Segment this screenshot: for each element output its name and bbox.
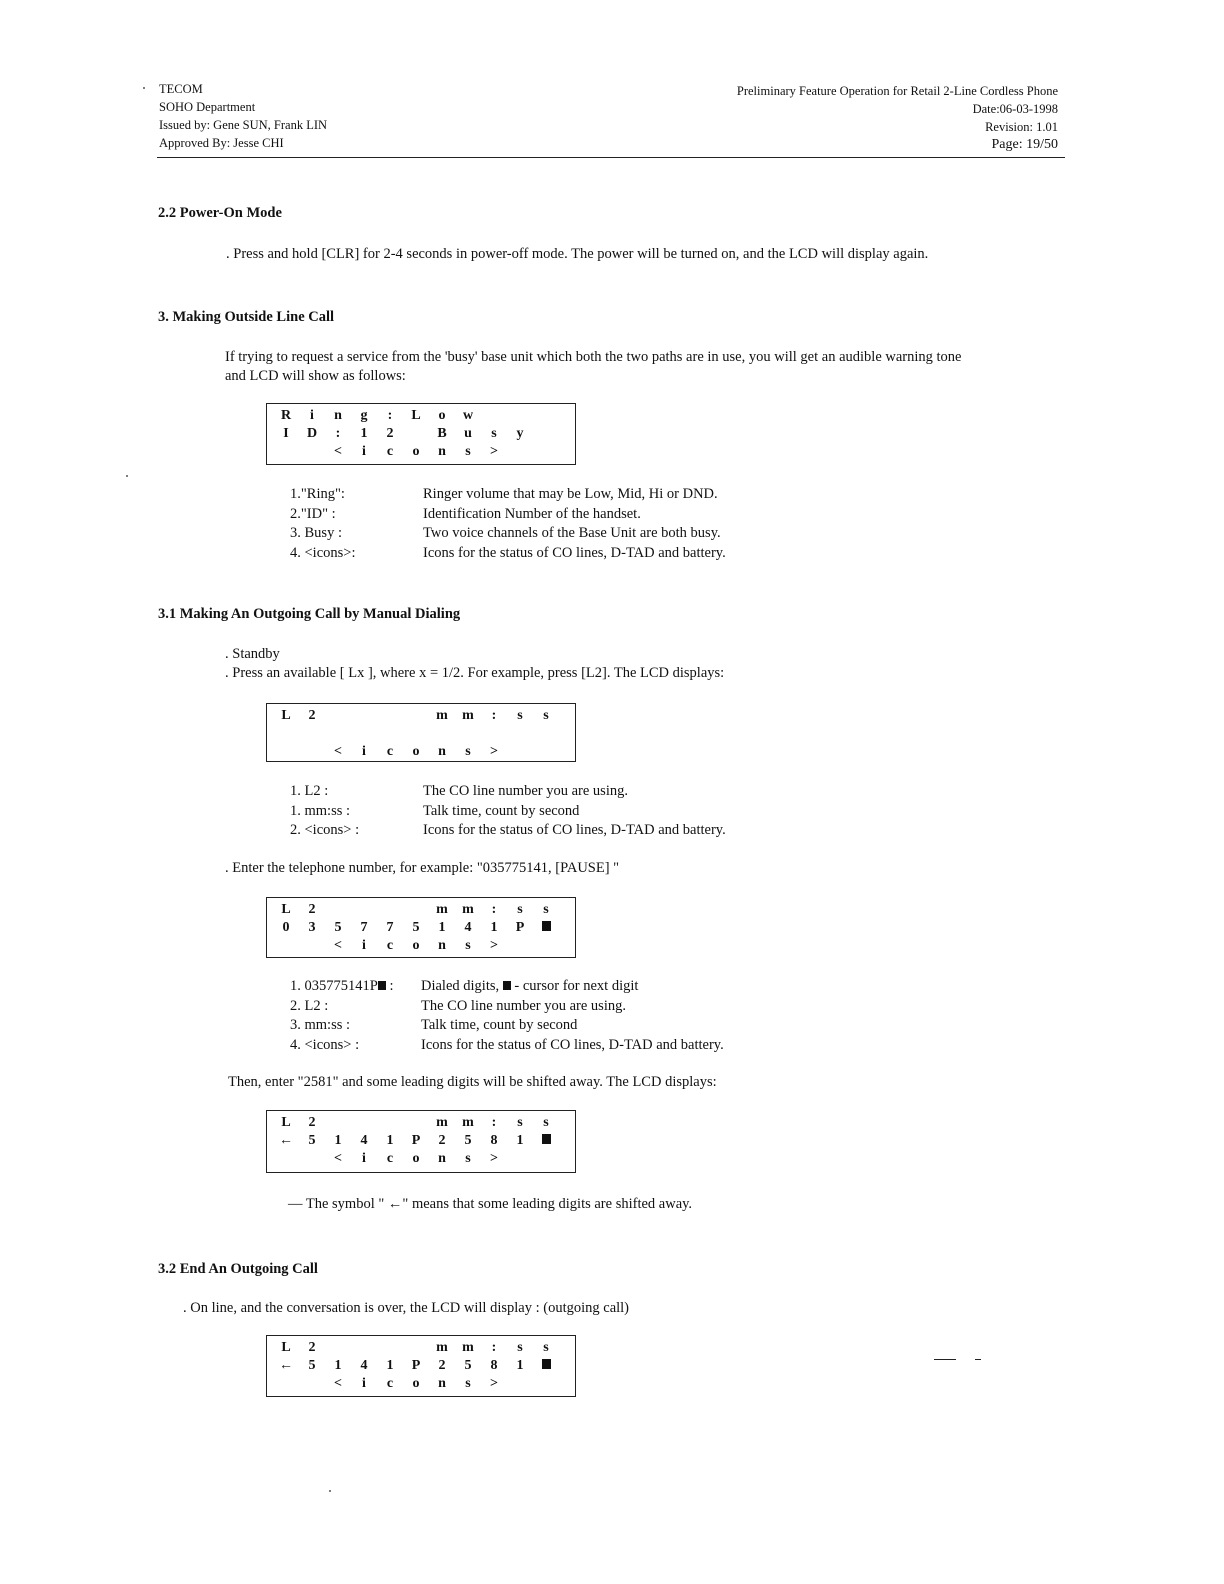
lcd-row-3 [267,443,575,461]
lcd-char: s [465,938,471,953]
lcd-row-3 [267,743,575,761]
lcd-char: 1 [438,920,446,935]
lcd-char: 4 [360,1133,368,1148]
lcd-char: s [543,1340,549,1355]
lcd-char: L [281,902,291,917]
company-name: TECOM [159,82,203,96]
lcd-row-1 [267,407,575,425]
lcd-char: m [436,1340,448,1355]
def-desc-dialed [421,977,638,997]
lcd-char: : [491,708,497,723]
lcd-char: < [334,1151,342,1166]
lcd-char: i [362,1151,366,1166]
lcd-char: : [387,408,393,423]
lcd-char: o [412,444,420,459]
lcd-char: s [517,1115,523,1130]
lcd-char: w [462,408,474,423]
lcd-char: 2 [438,1133,446,1148]
lcd-char: s [517,902,523,917]
lcd-char: 2 [308,1340,316,1355]
lcd-char: L [281,1115,291,1130]
lcd-char: c [386,744,394,759]
lcd-char: n [438,444,446,459]
lcd-char: i [362,938,366,953]
issued-by: Issued by: Gene SUN, Frank LIN [159,118,328,132]
department: SOHO Department [159,100,256,114]
lcd-cursor-icon [533,1132,559,1150]
lcd-char: > [490,1376,498,1391]
lcd-row-1 [267,1339,575,1357]
lcd-char: s [517,1340,523,1355]
def-term-icons: 4. <icons>: [290,544,356,561]
lcd-char: > [490,744,498,759]
def-term-busy: 3. Busy : [290,525,342,541]
lcd-row-2 [267,1132,575,1150]
lcd-row-3 [267,937,575,955]
def-desc-ring: Ringer volume that may be Low, Mid, Hi or DND. [423,486,718,502]
lcd-char: m [436,708,448,723]
def-term-ring: 1."Ring": [290,486,345,502]
lcd-cursor-icon [533,1357,559,1375]
lcd-char: o [438,408,446,423]
lcd-char: s [543,902,549,917]
lcd-char: L [281,708,291,723]
lcd-char: : [335,426,341,441]
lcd-char: < [334,1376,342,1391]
lcd-char: c [386,1151,394,1166]
lcd-row-3 [267,1150,575,1168]
lcd-char: 0 [282,920,290,935]
section-text-3-line2: and LCD will show as follows: [225,368,406,384]
lcd-char: n [438,1376,446,1391]
lcd-char: 5 [334,920,342,935]
def-term-icons: 2. <icons> : [290,822,360,838]
lcd-char: D [306,426,318,441]
def-desc-mmss: Talk time, count by second [423,802,580,819]
lcd-char: n [438,744,446,759]
lcd-char: 7 [360,920,368,935]
approved-by: Approved By: Jesse CHI [159,136,284,150]
lcd-char: m [436,1115,448,1130]
section-title-3-1: 3.1 Making An Outgoing Call by Manual Dialing [158,606,461,622]
def-term-id: 2."ID" : [290,505,336,522]
header-right [737,82,1058,154]
lcd-char: 3 [308,920,316,935]
definition-list-dialing [290,977,810,1057]
def-desc-l2: The CO line number you are using. [423,783,628,799]
lcd-char: < [334,744,342,759]
lcd-char: L [281,1340,291,1355]
lcd-char: 2 [308,1115,316,1130]
lcd-char: < [334,444,342,459]
def-desc-busy: Two voice channels of the Base Unit are both busy. [423,525,721,541]
step-press-line: . Press an available [ Lx ], where x = 1/2. For example, press [L2]. The LCD displays: [225,665,725,681]
lcd-char: 1 [516,1358,524,1373]
lcd-char: i [362,1376,366,1391]
lcd-row-3 [267,1375,575,1393]
lcd-char: 4 [360,1358,368,1373]
def-term-l2: 1. L2 : [290,783,329,799]
lcd-row-2 [267,425,575,443]
step-enter-more: Then, enter "2581" and some leading digits will be shifted away. The LCD displays: [228,1074,717,1090]
definition-list-busy [290,485,810,565]
lcd-char: g [360,408,368,423]
lcd-char: < [334,938,342,953]
lcd-char: : [491,1340,497,1355]
step-enter-number: . Enter the telephone number, for example: "035775141, [PAUSE] " [225,860,620,876]
document-revision: Revision: 1.01 [985,120,1058,134]
lcd-char: 2 [308,902,316,917]
lcd-row-1 [267,1114,575,1132]
def-desc-id: Identification Number of the handset. [423,505,641,522]
shift-symbol-note: — The symbol " ←" means that some leading digits are shifted away. [288,1196,693,1212]
lcd-char: s [517,708,523,723]
lcd-char: 4 [464,920,472,935]
lcd-char: m [462,1115,474,1130]
lcd-char: s [543,708,549,723]
scan-mark [934,1359,956,1360]
lcd-char: 1 [334,1358,342,1373]
lcd-char: 2 [438,1358,446,1373]
lcd-display-end-call [266,1335,576,1397]
lcd-char: o [412,1151,420,1166]
scan-mark [126,475,128,477]
lcd-char: o [412,744,420,759]
lcd-char: m [462,902,474,917]
def-desc-l2: The CO line number you are using. [421,997,626,1014]
section-text-3-line1: If trying to request a service from the 'busy' base unit which both the two paths are in use, you will get an audible warning tone [225,349,962,365]
lcd-char: 7 [386,920,394,935]
lcd-char: ← [279,1358,293,1373]
lcd-char: s [465,1151,471,1166]
scan-mark [329,1490,331,1492]
lcd-char: n [438,938,446,953]
lcd-char: 5 [308,1133,316,1148]
lcd-display-line-selected [266,703,576,762]
cursor-block-icon [503,981,511,990]
lcd-char: 1 [360,426,368,441]
lcd-char: c [386,1376,394,1391]
lcd-char: 5 [412,920,420,935]
lcd-char: P [515,920,525,935]
lcd-char: P [411,1133,421,1148]
def-desc-dialed-text: Dialed digits, [421,978,500,994]
lcd-char: 5 [464,1358,472,1373]
lcd-char: m [436,902,448,917]
page-number: Page: 19/50 [991,137,1058,152]
lcd-char: o [412,938,420,953]
lcd-row-2 [267,1357,575,1375]
cursor-block-icon [378,981,386,990]
definition-list-line [290,782,810,842]
section-title-3: 3. Making Outside Line Call [158,309,335,325]
lcd-char: s [465,444,471,459]
lcd-char: P [411,1358,421,1373]
lcd-char: n [438,1151,446,1166]
dialed-digits-label: 1. 035775141P [290,978,378,994]
lcd-char: c [386,938,394,953]
document-date: Date:06-03-1998 [972,102,1058,116]
lcd-char: i [362,744,366,759]
def-desc-mmss: Talk time, count by second [421,1017,578,1033]
def-desc-icons: Icons for the status of CO lines, D-TAD and battery. [423,822,726,838]
lcd-char: 2 [308,708,316,723]
section-title-3-2: 3.2 End An Outgoing Call [158,1261,318,1277]
lcd-char: 5 [464,1133,472,1148]
lcd-row-1 [267,901,575,919]
lcd-char: > [490,444,498,459]
def-term-l2: 2. L2 : [290,997,329,1014]
lcd-char: s [491,426,497,441]
lcd-char: : [491,1115,497,1130]
def-term-dialed: 1. 035775141P : [290,978,394,994]
lcd-char: m [462,1340,474,1355]
header-rule [157,157,1065,158]
section-title-2-2: 2.2 Power-On Mode [158,205,282,221]
def-desc-icons: Icons for the status of CO lines, D-TAD and battery. [423,544,726,561]
lcd-char: : [491,902,497,917]
lcd-cursor-icon [533,919,559,937]
lcd-char: 1 [386,1133,394,1148]
lcd-char: L [411,408,421,423]
lcd-display-shifted [266,1110,576,1173]
lcd-char: n [334,408,342,423]
lcd-char: 1 [490,920,498,935]
step-standby: . Standby [225,646,280,662]
lcd-char: I [283,426,289,441]
lcd-char: s [543,1115,549,1130]
lcd-char: o [412,1376,420,1391]
lcd-char: 8 [490,1358,498,1373]
lcd-char: u [464,426,472,441]
lcd-display-dialing [266,897,576,958]
lcd-char: y [516,426,524,441]
lcd-display-busy [266,403,576,465]
header-left [159,80,327,152]
lcd-char: m [462,708,474,723]
lcd-char: 1 [516,1133,524,1148]
section-text-2-2: . Press and hold [CLR] for 2-4 seconds in power-off mode. The power will be turned on, and the LCD will display again. [226,246,929,262]
lcd-row-2 [267,919,575,937]
lcd-char: R [280,408,292,423]
scan-mark [975,1359,981,1360]
lcd-char: 1 [334,1133,342,1148]
lcd-char: 8 [490,1133,498,1148]
def-desc-dialed-text2: - cursor for next digit [514,978,639,994]
lcd-char: s [465,1376,471,1391]
def-term-mmss: 1. mm:ss : [290,802,351,819]
lcd-row-2 [267,725,575,743]
lcd-char: > [490,938,498,953]
lcd-char: 2 [386,426,394,441]
lcd-char: i [362,444,366,459]
lcd-char: c [386,444,394,459]
lcd-char: B [437,426,447,441]
def-term-mmss: 3. mm:ss : [290,1017,351,1033]
lcd-row-1 [267,707,575,725]
def-term-icons: 4. <icons> : [290,1036,360,1053]
scan-mark [143,87,145,89]
lcd-char: ← [279,1133,293,1148]
lcd-char: s [465,744,471,759]
lcd-char: > [490,1151,498,1166]
lcd-char: 5 [308,1358,316,1373]
def-desc-icons: Icons for the status of CO lines, D-TAD and battery. [421,1036,724,1053]
section-text-3-2: . On line, and the conversation is over, the LCD will display : (outgoing call) [183,1300,630,1316]
lcd-char: i [310,408,314,423]
lcd-char: 1 [386,1358,394,1373]
document-title: Preliminary Feature Operation for Retail 2-Line Cordless Phone [736,84,1058,98]
